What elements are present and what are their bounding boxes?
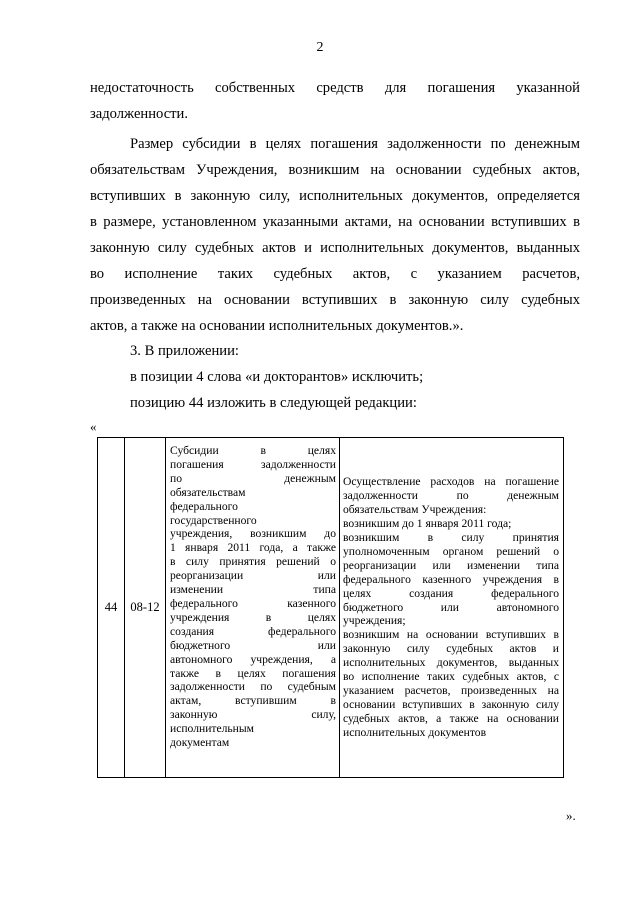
text-line: произведенных на основании вступивших в законную силу судебных	[90, 292, 580, 308]
text-line: обязательствам Учреждения, возникшим на основании судебных актов,	[90, 162, 580, 178]
name-line: федерального	[170, 499, 238, 513]
name-cell	[166, 438, 340, 778]
text-line: актов, а также на основании исполнительных документов.».	[90, 318, 464, 334]
name-line: актам, вступившим в	[170, 694, 336, 708]
description-line: Осуществление расходов на погашение	[343, 475, 559, 489]
name-line: автономного учреждения, а	[170, 652, 336, 666]
paragraph-continuation	[90, 75, 580, 127]
item-3-position-4: в позиции 4 слова «и докторантов» исключить;	[130, 369, 424, 385]
name-line: исполнительным	[170, 722, 255, 736]
item-3-heading: 3. В приложении:	[130, 343, 239, 359]
description-line: реорганизации или изменении типа	[343, 558, 559, 572]
name-line: государственного	[170, 513, 257, 527]
paragraph-subsidy-size	[90, 131, 580, 339]
name-line: 1 января 2011 года, а также	[170, 541, 336, 555]
name-line: также в целях погашения	[170, 666, 336, 680]
description-line: возникшим на основании вступивших в	[343, 628, 559, 642]
description-line: исполнительных документов, выданных	[343, 656, 559, 670]
name-line: учреждения, возникшим до	[170, 527, 336, 541]
name-line: бюджетного или	[170, 638, 336, 652]
name-line: в силу принятия решений о	[170, 555, 336, 569]
code-cell: 08-12	[125, 438, 166, 778]
name-line: погашения задолженности	[170, 457, 336, 471]
description-line: уполномоченным органом решений о	[343, 544, 559, 558]
opening-quote: «	[90, 419, 97, 434]
description-line: задолженности по денежным	[343, 489, 559, 503]
name-line: Субсидии в целях	[170, 444, 336, 457]
table-row	[98, 438, 564, 778]
name-line: по денежным	[170, 471, 336, 485]
name-line: создания федерального	[170, 624, 336, 638]
description-line: учреждения;	[343, 614, 406, 628]
text-line: недостаточность собственных средств для погашения указанной	[90, 80, 580, 96]
position-number-cell: 44	[98, 438, 125, 778]
text-line: задолженности.	[90, 106, 189, 122]
description-line: во исполнение таких судебных актов, с	[343, 670, 559, 684]
text-line: Размер субсидии в целях погашения задолженности по денежным	[130, 136, 580, 152]
description-line: указанием расчетов, произведенных на	[343, 683, 559, 697]
name-line: изменении типа	[170, 583, 336, 597]
text-line: законную силу судебных актов и исполнительных документов, выданных	[90, 240, 580, 256]
page-number: 2	[316, 40, 324, 55]
description-line: целях создания федерального	[343, 586, 559, 600]
name-line: документам	[170, 736, 230, 750]
text-line: вступивших в законную силу, исполнительных документов, определяется	[90, 188, 580, 204]
name-line: обязательствам	[170, 485, 246, 499]
description-line: бюджетного или автономного	[343, 600, 559, 614]
text-line: в размере, установленном указанными актами, на основании вступивших в	[90, 214, 580, 230]
description-line: возникшим до 1 января 2011 года;	[343, 517, 512, 531]
description-line: основании вступивших в законную силу	[343, 697, 559, 711]
name-line: учреждения в целях	[170, 610, 336, 624]
closing-quote: ».	[566, 808, 576, 823]
name-line: законную силу,	[170, 708, 336, 722]
description-line: исполнительных документов	[343, 725, 487, 739]
description-line: обязательствам Учреждения:	[343, 503, 487, 517]
description-line: судебных актов, а также на основании	[343, 711, 559, 725]
name-line: задолженности по судебным	[170, 680, 336, 694]
description-cell	[340, 438, 564, 778]
item-3-position-44: позицию 44 изложить в следующей редакции:	[130, 395, 417, 411]
description-line: законную силу судебных актов и	[343, 642, 559, 656]
name-line: федерального казенного	[170, 596, 336, 610]
text-line: во исполнение таких судебных актов, с указанием расчетов,	[90, 266, 580, 282]
appendix-table	[97, 437, 564, 778]
description-line: федерального казенного учреждения в	[343, 572, 559, 586]
name-line: реорганизации или	[170, 569, 336, 583]
description-line: возникшим в силу принятия	[343, 531, 559, 545]
